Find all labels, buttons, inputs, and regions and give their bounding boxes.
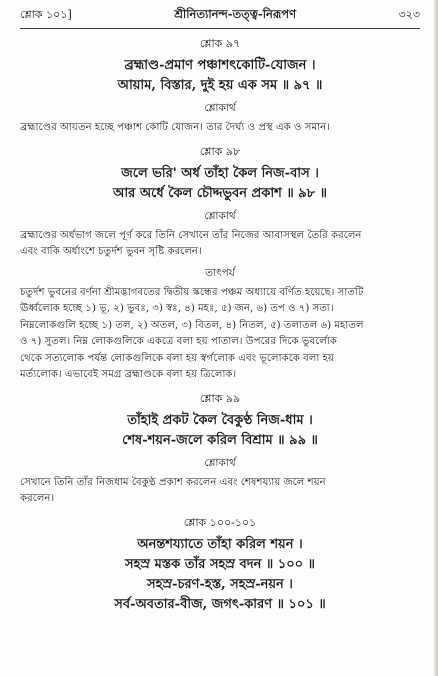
purport-text (20, 285, 420, 384)
running-header (20, 6, 420, 29)
page-edge-shadow (434, 0, 438, 676)
verse-section-98 (20, 143, 420, 384)
verse-label: শ্লোক ৯৮ (199, 144, 241, 158)
verse-line: জলে ভরি' অর্ধ তাঁহা কৈল নিজ-বাস । (121, 165, 319, 181)
translation-line: ব্রহ্মাণ্ডের অর্ধভাগ জলে পূর্ণ করে তিনি সেখানে তাঁর নিজের আবাসস্থল তৈরি করলেন (20, 229, 362, 241)
header-chapter-title: শ্রীনিত্যানন্দ-তত্ত্ব-নিরূপণ (174, 7, 297, 21)
verse-line: শেষ-শয়ন-জলে করিল বিশ্রাম ॥ ৯৯ ॥ (122, 432, 318, 448)
translation-label: শ্লোকার্থ (204, 456, 236, 469)
verse-section-97 (20, 35, 420, 137)
translation-text (20, 228, 420, 261)
translation-line: করলেন। (20, 493, 55, 504)
verse-label: শ্লোক ৯৭ (199, 37, 241, 50)
verse-line: সর্ব-অবতার-বীজ, জগৎ-কারণ ॥ ১০১ ॥ (114, 596, 326, 612)
header-page-number: ৩২৩ (398, 8, 420, 21)
translation-line: ব্রহ্মাণ্ডের আয়তন হচ্ছে পঞ্চাশ কোটি যোজন। তার দৈর্ঘ্য ও প্রস্থ এক ও সমান। (20, 122, 330, 133)
verse-line: অনন্তশয্যাতে তাঁহা করিল শয়ন । (137, 536, 303, 552)
verse-line: সহস্র-চরণ-হস্ত, সহস্র-নয়ন । (147, 576, 293, 592)
purport-line: ও ৭) সুতল। নিম্ন লোকগুলিকে একত্রে বলা হয় পাতাল। উপরের দিকে ভুবর্লোক (20, 336, 337, 347)
header-verse-ref: শ্লোক ১০১] (20, 8, 72, 21)
translation-label: শ্লোকার্থ (204, 102, 236, 114)
purport-line: থেকে সত্যলোক পর্যন্ত লোকগুলিকে বলা হয় স্বর্গলোক এবং ভূলোককে বলা হয় (20, 352, 334, 364)
purport-line: চতুর্দশ ভুবনের বর্ণনা শ্রীমদ্ভাগবতের দ্বিতীয় স্কন্ধের পঞ্চম অধ্যায়ে বর্ণিত হয়েছে। সাতটি (20, 286, 364, 298)
verse-label: শ্লোক ১০০-১০১ (183, 515, 257, 529)
verse-line: তাঁহাই প্রকট কৈল বৈকুণ্ঠ নিজ-ধাম । (127, 412, 313, 428)
verse-line: আর অর্ধে কৈল চৌদ্দভুবন প্রকাশ ॥ ৯৮ ॥ (113, 185, 327, 201)
translation-text (20, 120, 420, 137)
translation-label: শ্লোকার্থ (204, 209, 236, 222)
purport-label: তাৎপর্য (205, 266, 235, 279)
verse-section-99 (20, 390, 420, 508)
purport-line: নিম্নলোকগুলি হচ্ছে ১) তল, ২) অতল, ৩) বিতল, ৪) নিতল, ৫) তলাতল ৬) মহাতল (20, 319, 364, 331)
purport-line: ঊর্ধ্বলোক হচ্ছে ১) ভূ, ২) ভুবঃ, ৩) স্বঃ, ৪) মহঃ, ৫) জন, ৬) তপ ও ৭) সত্য। (20, 303, 334, 314)
verse-line: ব্রহ্মাণ্ড-প্রমাণ পঞ্চাশৎকোটি-যোজন । (124, 58, 316, 73)
translation-text (20, 475, 420, 508)
translation-line: এবং বাকি অর্ধাংশে চতুর্দশ ভুবন সৃষ্টি করলেন। (20, 246, 202, 257)
verse-line: সহস্র মস্তক তাঁর সহস্র বদন ॥ ১০০ ॥ (125, 556, 315, 572)
translation-line: সেখানে তিনি তাঁর নিজধাম বৈকুণ্ঠ প্রকাশ করলেন এবং শেষশয্যায় জলে শয়ন (20, 476, 326, 488)
purport-line: মর্ত্যলোক। এভাবেই সমগ্র ব্রহ্মাণ্ডকে বলা হয় ত্রিলোক। (20, 369, 237, 380)
verse-section-100-101 (20, 514, 420, 615)
verse-line: আয়াম, বিস্তার, দুই হয় এক সম ॥ ৯৭ ॥ (117, 78, 323, 93)
verse-label: শ্লোক ৯৯ (199, 391, 241, 405)
